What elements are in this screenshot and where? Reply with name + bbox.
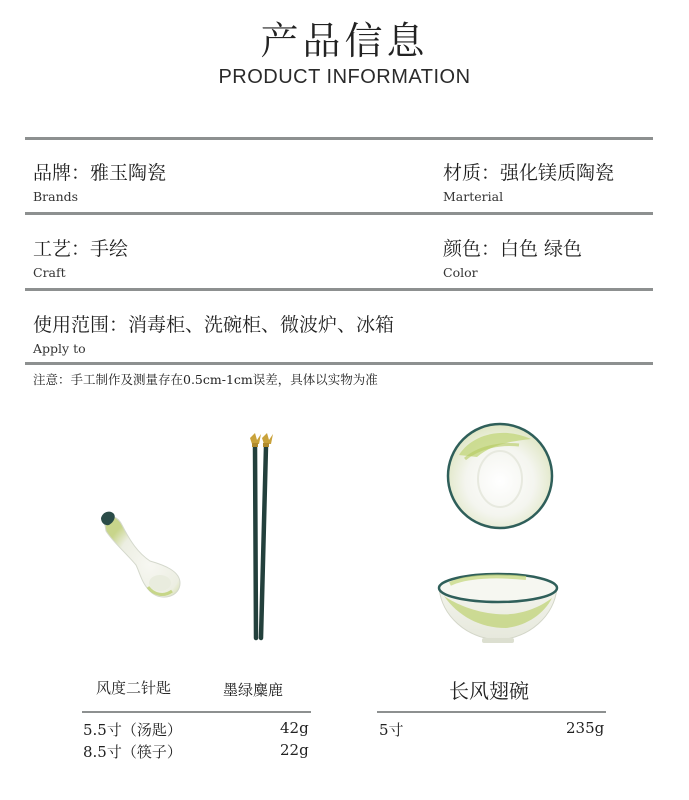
left-row-1-weight: 42g [280, 719, 309, 737]
spec-brand-value: 品牌：雅玉陶瓷 [33, 162, 167, 184]
spec-apply-label: Apply to [33, 341, 86, 356]
measurement-note: 注意：手工制作及测量存在0.5cm-1cm误差，具体以实物为准 [33, 372, 378, 387]
page-subtitle: PRODUCT INFORMATION [218, 66, 471, 88]
left-row-2-weight: 22g [280, 741, 309, 759]
left-row-2-label: 8.5寸（筷子） [83, 743, 182, 761]
spec-color [443, 234, 582, 280]
chopsticks-name: 墨绿麋鹿 [223, 681, 284, 699]
spec-apply-value: 使用范围：消毒柜、洗碗柜、微波炉、冰箱 [33, 314, 395, 336]
spec-craft [33, 234, 128, 280]
spec-apply [33, 310, 394, 356]
divider-4 [25, 362, 653, 365]
bowl-top-view-image [445, 421, 555, 531]
spec-color-label: Color [443, 265, 478, 280]
right-table-rule [377, 711, 606, 713]
chopsticks-image [244, 430, 278, 642]
left-row-1-label: 5.5寸（汤匙） [83, 721, 182, 739]
divider-3 [25, 288, 653, 291]
spec-craft-label: Craft [33, 265, 66, 280]
spec-material-value: 材质：强化镁质陶瓷 [443, 162, 615, 184]
divider-2 [25, 212, 653, 215]
spec-brand-label: Brands [33, 189, 79, 204]
spec-color-value: 颜色：白色 绿色 [443, 238, 583, 260]
spec-material [443, 158, 614, 204]
bowl-side-view-image [436, 570, 560, 646]
right-row-1-weight: 235g [566, 719, 605, 737]
divider-1 [25, 137, 653, 140]
bowl-name: 长风翅碗 [449, 679, 529, 703]
spoon-image [92, 505, 192, 605]
spoon-name: 风度二针匙 [96, 679, 172, 697]
right-row-1-label: 5寸 [379, 721, 404, 739]
spec-material-label: Marterial [443, 189, 504, 204]
page-title: 产品信息 [260, 19, 429, 63]
spec-brand [33, 158, 166, 204]
left-table-rule [82, 711, 311, 713]
spec-craft-value: 工艺：手绘 [33, 238, 129, 260]
